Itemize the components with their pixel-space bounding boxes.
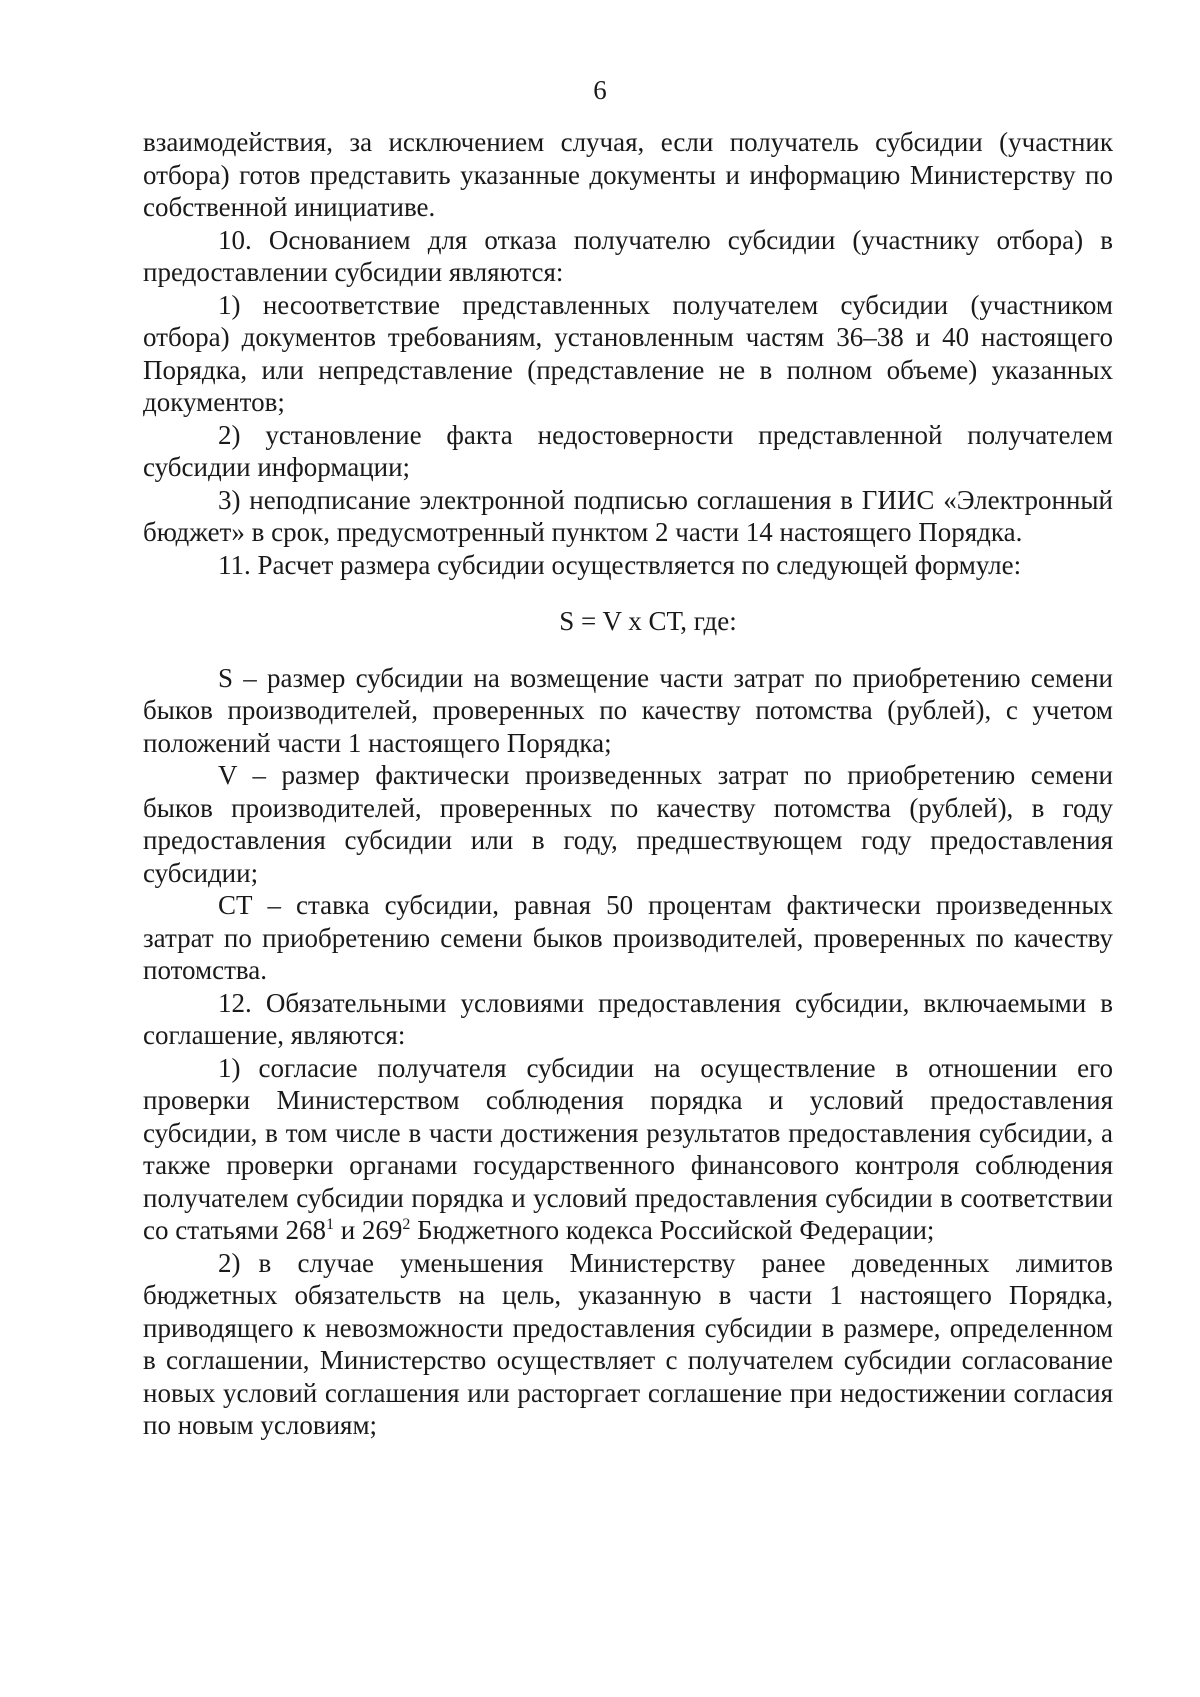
item-text: Бюджетного кодекса Российской Федерации; (410, 1215, 935, 1245)
document-body (143, 126, 1113, 1442)
superscript: 1 (325, 1216, 334, 1233)
paragraph-10-item-2: 2) установление факта недостоверности представленной получателем субсидии информации; (143, 419, 1113, 482)
paragraph-12: 12. Обязательными условиями предоставления субсидии, включаемыми в соглашение, являются: (143, 987, 1113, 1050)
formula: S = V x СТ, где: (559, 606, 737, 636)
item-text: и 269 (333, 1215, 403, 1245)
definition-s: S – размер субсидии на возмещение части затрат по приобретению семени быков производителей, проверенных по качеству потомства (рублей), с учетом положений части 1 настоящего Порядка; (143, 662, 1113, 758)
definition-ct: СТ – ставка субсидии, равная 50 процентам фактически произведенных затрат по приобретению семени быков производителей, проверенных по качеству потомства. (143, 890, 1113, 985)
page-number: 6 (593, 75, 607, 105)
paragraph-12-item-2 (143, 1247, 1113, 1442)
item-number: 2) (218, 1247, 241, 1278)
item-text: в случае уменьшения Министерству ранее доведенных лимитов бюджетных обязательств на цель, указанную в части 1 настоящего Порядка, приводящего к невозможности предоставления субсидии в размере, определенном в соглашении, Министерство осуществляет с получателем субсидии согласование новых условий соглашения или расторгает соглашение при недостижении согласия по новым условиям; (143, 1247, 1113, 1440)
item-number: 1) (218, 1052, 241, 1083)
paragraph-10-item-3: 3) неподписание электронной подписью соглашения в ГИИС «Электронный бюджет» в срок, предусмотренный пунктом 2 части 14 настоящего Порядка. (143, 484, 1113, 547)
item-text: согласие получателя субсидии на осуществление в отношении его проверки Министерством соблюдения порядка и условий предоставления субсидии, в том числе в части достижения результатов предоставления субсидии, а также проверки органами государственного финансового контроля соблюдения получателем субсидии порядка и условий предоставления субсидии в соответствии со статьями 268 (143, 1052, 1113, 1245)
paragraph-10: 10. Основанием для отказа получателю субсидии (участнику отбора) в предоставлении субсидии являются: (143, 224, 1113, 287)
paragraph-10-item-1: 1) несоответствие представленных получателем субсидии (участником отбора) документов требованиям, установленным частям 36–38 и 40 настоящего Порядка, или непредставление (представление не в полном объеме) указанных документов; (143, 289, 1113, 417)
paragraph-11: 11. Расчет размера субсидии осуществляется по следующей формуле: (218, 549, 1022, 580)
paragraph-12-item-1 (143, 1052, 1113, 1247)
paragraph-continuation: взаимодействия, за исключением случая, если получатель субсидии (участник отбора) готов представить указанные документы и информацию Министерству по собственной инициативе. (143, 127, 1113, 222)
definition-v: V – размер фактически произведенных затрат по приобретению семени быков производителей, проверенных по качеству потомства (рублей), в году предоставления субсидии или в году, предшествующем году предоставления субсидии; (143, 760, 1113, 888)
superscript: 2 (402, 1216, 411, 1233)
